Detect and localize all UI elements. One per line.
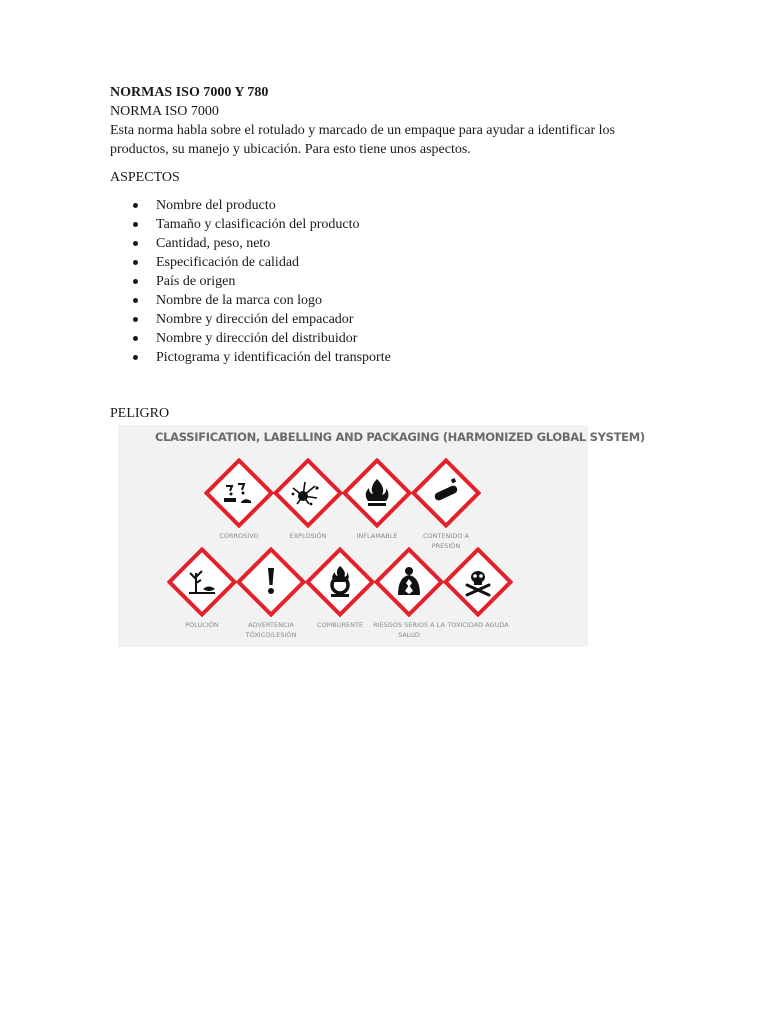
pictogram-oxidizer — [302, 547, 378, 630]
pictogram-label: INFLAMABLE — [356, 532, 398, 540]
bullet-icon — [133, 298, 138, 303]
bullet-icon — [133, 279, 138, 284]
pictogram-pollution — [164, 547, 240, 630]
pictogram-label: POLUCIÓN — [185, 621, 219, 629]
environment-icon — [167, 547, 237, 617]
list-item: Cantidad, peso, neto — [110, 234, 670, 253]
ghs-chart-title: CLASSIFICATION, LABELLING AND PACKAGING (HARMONIZED GLOBAL SYSTEM) — [155, 430, 645, 444]
pictogram-corrosive — [201, 458, 277, 541]
bullet-icon — [133, 336, 138, 341]
aspects-title: ASPECTOS — [110, 170, 180, 185]
gas-cylinder-icon — [411, 458, 481, 528]
pictogram-toxic — [440, 547, 516, 630]
bullet-icon — [133, 203, 138, 208]
pictogram-label: TOXICIDAD AGUDA — [447, 621, 509, 629]
document-subheading: NORMA ISO 7000 — [110, 104, 219, 119]
document-heading: NORMAS ISO 7000 Y 780 — [110, 85, 269, 100]
pictogram-warning — [233, 547, 309, 640]
list-item: Nombre de la marca con logo — [110, 291, 670, 310]
bullet-icon — [133, 260, 138, 265]
pictogram-label: CORROSIVO — [219, 532, 259, 540]
aspects-list — [110, 196, 670, 367]
exclamation-icon — [236, 547, 306, 617]
pictogram-label: RIESGOS SERIOS A LA SALUD — [373, 621, 445, 639]
pictogram-label: COMBURENTE — [316, 621, 364, 629]
flame-over-circle-icon — [305, 547, 375, 617]
list-item: País de origen — [110, 272, 670, 291]
pictogram-explosion — [270, 458, 346, 541]
corrosive-icon — [204, 458, 274, 528]
pictogram-label: ADVERTENCIA TÓXICO/LESIÓN — [245, 621, 297, 639]
pictogram-flammable — [339, 458, 415, 541]
pictogram-label: CONTENIDO A PRESIÓN — [422, 532, 469, 550]
list-item: Tamaño y clasificación del producto — [110, 215, 670, 234]
pictogram-health — [371, 547, 447, 640]
pictogram-label: EXPLOSIÓN — [289, 532, 327, 540]
list-item: Nombre y dirección del distribuidor — [110, 329, 670, 348]
intro-paragraph: Esta norma habla sobre el rotulado y marcado de un empaque para ayudar a identificar los productos, su manejo y ubicación. Para esto tiene unos aspectos. — [110, 123, 615, 157]
danger-title: PELIGRO — [110, 406, 170, 421]
document-body — [110, 84, 670, 423]
flame-icon — [342, 458, 412, 528]
bullet-icon — [133, 222, 138, 227]
explosion-icon — [273, 458, 343, 528]
list-item: Especificación de calidad — [110, 253, 670, 272]
skull-crossbones-icon — [443, 547, 513, 617]
pictogram-pressure — [408, 458, 484, 551]
health-hazard-icon — [374, 547, 444, 617]
bullet-icon — [133, 241, 138, 246]
bullet-icon — [133, 317, 138, 322]
ghs-pictogram-chart — [118, 425, 645, 647]
bullet-icon — [133, 355, 138, 360]
list-item: Nombre y dirección del empacador — [110, 310, 670, 329]
list-item: Pictograma y identificación del transporte — [110, 348, 670, 367]
list-item: Nombre del producto — [110, 196, 670, 215]
